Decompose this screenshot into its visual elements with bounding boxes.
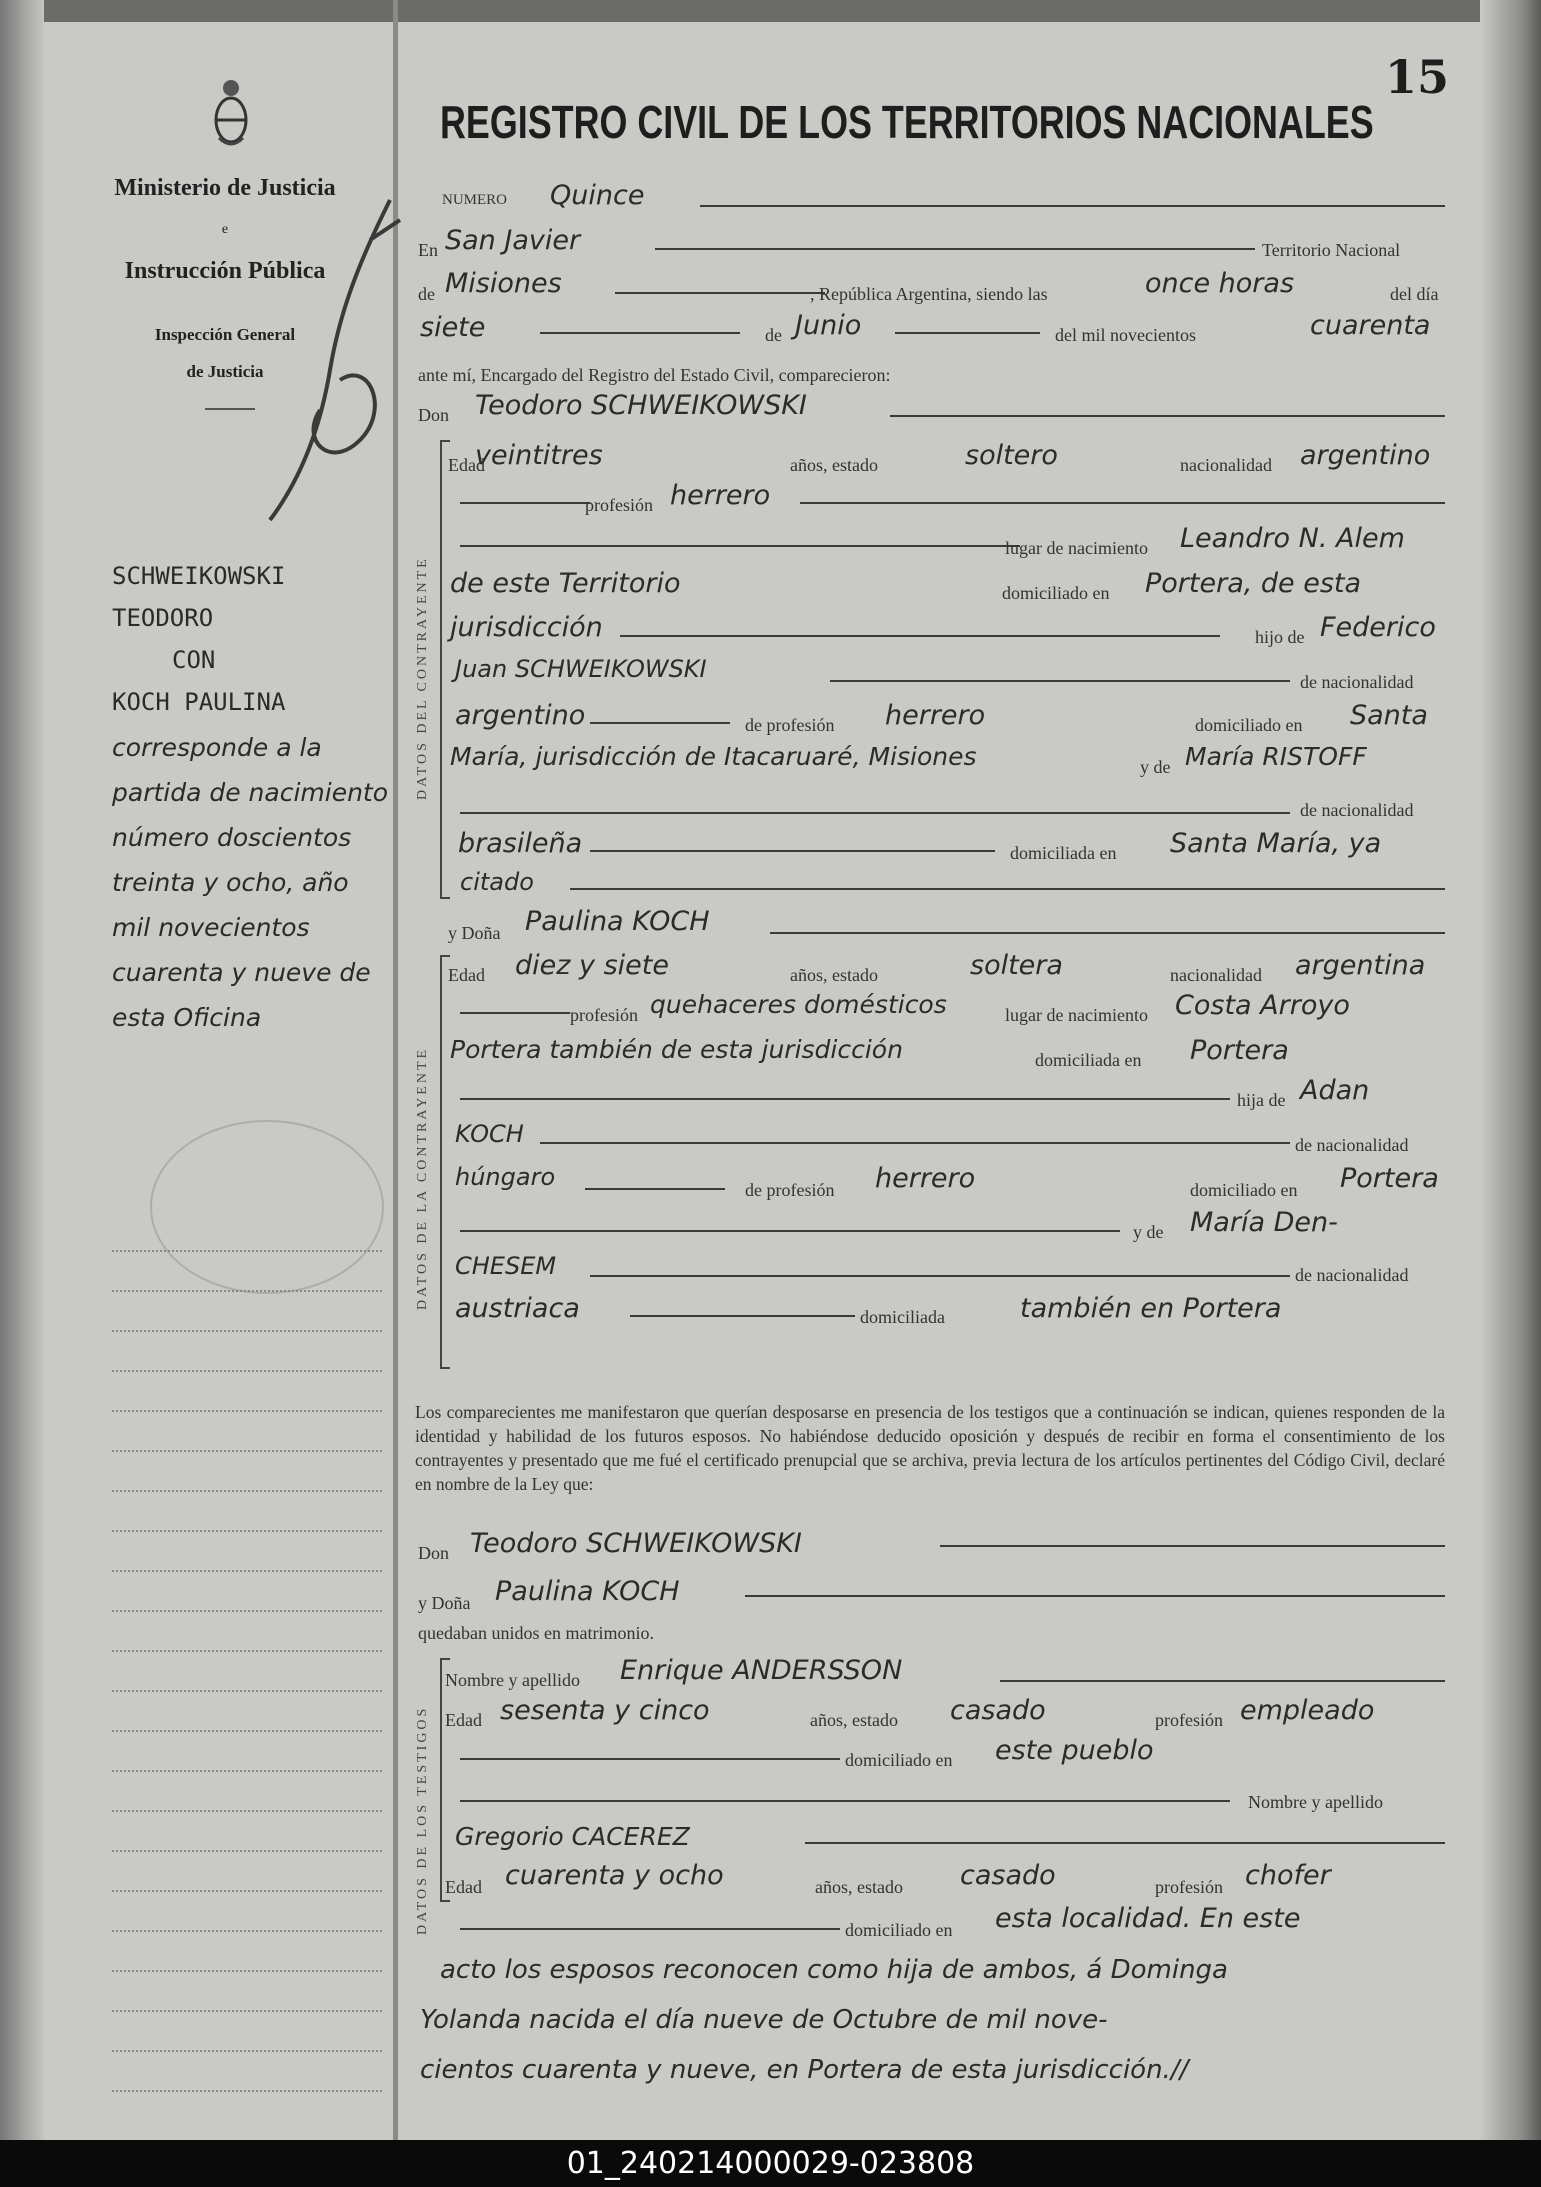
fill-groom-madre: María RISTOFF [1185,742,1367,771]
fill-note-1: acto los esposos reconocen como hija de ambos, á Dominga [440,1955,1228,1985]
margin-names [112,555,382,723]
line-mes [895,332,1040,334]
line-dia [540,332,740,334]
label-bpadre-prof: de profesión [745,1180,835,1200]
declaration-paragraph: Los comparecientes me manifestaron que querían desposarse en presencia de los testigos que a continuación se indican, quienes responden de la identidad y habilidad de los futuros esposos. No habiéndose deducido oposición y después de recibir en forma el consentimiento de los contrayentes y presentado que me fué el certificado prenupcial que se archiva, previa lectura de los artículos pertinentes del Código Civil, declaré en nombre de la Ley que: [415,1402,1445,1494]
right-page-edge [1480,0,1541,2140]
fill-w2-prof: chofer [1245,1860,1331,1891]
line-prof-bride [460,1012,570,1014]
line-prof-lead [460,502,590,504]
label-w1-dom: domiciliado en [845,1750,953,1770]
fill-groom-padre-a: Federico [1320,612,1436,643]
label-w2-name: Nombre y apellido [1248,1792,1383,1812]
fill-groom-dom: Portera, de esta [1145,568,1362,599]
fill-bride-estado: soltera [970,950,1063,981]
label-madre-nac: de nacionalidad [1300,800,1414,820]
fill-groom-padre-dom-b: María, jurisdicción de Itacaruaré, Misiones [450,742,977,771]
label-en: En [418,240,438,260]
fill-note-3: cientos cuarenta y nueve, en Portera de esta jurisdicción.// [420,2055,1189,2085]
fill-groom-lugar: Leandro N. Alem [1180,523,1405,554]
fill-bride-dom: Portera [1190,1035,1289,1066]
margin-note-text: corresponde a la partida de nacimiento número doscientos treinta y ocho, año mil novecientos cuarenta y nueve de esta Oficina [112,733,389,1032]
label-territorio: Territorio Nacional [1262,240,1401,260]
label-hijo-de: hijo de [1255,627,1305,647]
fill-bride-edad: diez y siete [515,950,669,981]
inspection-line2: de Justicia [186,362,264,381]
label-don: Don [418,405,449,425]
line-jurisd [620,635,1220,637]
line-bpadre-nac [585,1188,725,1190]
fill-w2-edad: cuarenta y ocho [505,1860,724,1891]
label-bmadre-nac: de nacionalidad [1295,1265,1409,1285]
fill-note-2: Yolanda nacida el día nueve de Octubre de mil nove- [420,2005,1108,2035]
side-label-witness: DATOS DE LOS TESTIGOS [415,1705,430,1935]
line-padre [830,680,1290,682]
fill-decl-groom: Teodoro SCHWEIKOWSKI [470,1528,802,1559]
fill-groom-estado: soltero [965,440,1058,471]
left-binding-edge [0,0,44,2140]
fill-bride-padre-prof: herrero [875,1163,976,1194]
inspection-line1: Inspección General [154,325,296,344]
line-lugar [655,248,1255,250]
side-label-groom: DATOS DEL CONTRAYENTE [415,556,430,800]
fill-bride-madre-b: CHESEM [455,1252,557,1280]
line-extra [570,888,1445,890]
fill-bride-madre-nac: austriaca [455,1293,580,1324]
label-bmadre-dom: domiciliada [860,1307,945,1327]
page-number: 15 [1385,50,1450,104]
label-del-dia: del día [1390,284,1439,304]
ministry-e: e [221,222,229,237]
label-w2-dom: domiciliado en [845,1920,953,1940]
fill-bride-madre-a: María Den- [1190,1207,1338,1238]
line-territorio [615,292,825,294]
fill-groom-madre-nac: brasileña [458,828,583,859]
line-w2-name [805,1842,1445,1844]
line-lugar-lead [460,545,1020,547]
label-madre-dom: domiciliada en [1010,843,1117,863]
fill-numero: Quince [550,180,645,211]
label-prof-groom: profesión [585,495,653,515]
fill-bride-padre-b: KOCH [455,1120,524,1148]
fill-bride-nac: argentina [1295,950,1426,981]
ink-stamp [150,1120,384,1294]
fill-bride: Paulina KOCH [525,906,710,937]
ministry-line2: Instrucción Pública [124,258,326,284]
line-decl-bride [745,1595,1445,1597]
fill-w1-name: Enrique ANDERSSON [620,1655,903,1686]
line-prof [800,502,1445,504]
margin-name-1: SCHWEIKOWSKI [112,562,286,590]
fill-bride-lugar: Costa Arroyo [1175,990,1350,1021]
fill-bride-madre-dom: también en Portera [1020,1293,1282,1324]
margin-name-3: CON [172,646,216,674]
label-de-mes: de [765,325,782,345]
label-w1-edad: Edad [445,1710,482,1730]
line-w1-dom [460,1758,840,1760]
fill-w1-dom: este pueblo [995,1735,1154,1766]
page-title: REGISTRO CIVIL DE LOS TERRITORIOS NACIONALES [440,96,1374,148]
label-lugar-groom: lugar de nacimiento [1005,538,1148,558]
label-bpadre-dom: domiciliado en [1190,1180,1298,1200]
fill-groom-madre-extra: citado [460,868,534,896]
label-republica: , República Argentina, siendo las [810,284,1048,304]
line-decl-groom [940,1545,1445,1547]
line-w2-lead [460,1800,1230,1802]
label-w2-estado: años, estado [815,1877,903,1897]
label-dom-groom: domiciliado en [1002,583,1110,603]
line-bmadre-nac [630,1315,855,1317]
fill-bride-padre-dom: Portera [1340,1163,1439,1194]
fill-groom-madre-dom: Santa María, ya [1170,828,1382,859]
fill-hora: once horas [1145,268,1295,299]
footer-id: 01_240214000029-023808 [0,2140,1541,2187]
line-bride [770,932,1445,934]
label-del-mil: del mil novecientos [1055,325,1196,345]
label-prof-bride: profesión [570,1005,638,1025]
line-madre-nac [590,850,995,852]
fill-groom-padre-b: Juan SCHWEIKOWSKI [455,655,707,683]
label-dom-bride: domiciliada en [1035,1050,1142,1070]
side-label-bride: DATOS DE LA CONTRAYENTE [415,1046,430,1310]
fill-bride-prof: quehaceres domésticos [650,990,947,1019]
margin-signature-icon [240,180,420,540]
label-edad-groom: Edad [448,455,485,475]
label-bpadre-nac: de nacionalidad [1295,1135,1409,1155]
fill-groom-padre-prof: herrero [885,700,986,731]
fill-w2-estado: casado [960,1860,1056,1891]
fill-lugar: San Javier [445,225,581,256]
line-bmadre-b [590,1275,1290,1277]
fill-decl-bride: Paulina KOCH [495,1576,680,1607]
fill-mes: Junio [795,310,862,341]
margin-name-2: TEODORO [112,604,214,632]
label-numero: NUMERO [442,192,508,208]
line-groom [890,415,1445,417]
bracket-groom [440,440,450,899]
fill-groom-jurisd: jurisdicción [450,612,603,643]
label-w2-edad: Edad [445,1877,482,1897]
label-y-dona: y Doña [448,923,501,943]
label-decl-dona: y Doña [418,1593,471,1613]
label-ante-mi: ante mí, Encargado del Registro del Estado Civil, comparecieron: [418,365,891,385]
fill-groom-padre-dom-a: Santa [1350,700,1428,731]
fill-groom: Teodoro SCHWEIKOWSKI [475,390,807,421]
label-y-de: y de [1140,757,1171,777]
fill-w2-dom: esta localidad. En este [995,1903,1301,1934]
label-b-y-de: y de [1133,1222,1164,1242]
fill-territorio: Misiones [445,268,562,299]
ministry-line1: Ministerio de Justicia [114,175,336,201]
top-shadow [0,0,1541,22]
label-w2-prof: profesión [1155,1877,1223,1897]
label-lugar-bride: lugar de nacimiento [1005,1005,1148,1025]
fill-w2-name: Gregorio CACEREZ [455,1822,690,1851]
label-quedaban: quedaban unidos en matrimonio. [418,1623,654,1643]
line-padre-nac [590,722,730,724]
line-padre-b [540,1142,1290,1144]
fill-bride-padre-a: Adan [1300,1075,1370,1106]
fill-dia: siete [420,312,486,343]
fill-w1-prof: empleado [1240,1695,1375,1726]
margin-name-4: KOCH PAULINA [112,688,286,716]
coat-of-arms-icon [211,78,251,148]
label-w1-name: Nombre y apellido [445,1670,580,1690]
line-bmadre [460,1230,1120,1232]
label-edad-bride: Edad [448,965,485,985]
label-w1-estado: años, estado [810,1710,898,1730]
fill-w1-edad: sesenta y cinco [500,1695,710,1726]
fill-groom-nac: argentino [1300,440,1431,471]
label-decl-don: Don [418,1543,449,1563]
label-padre-dom: domiciliado en [1195,715,1303,735]
fill-bride-padre-nac: húngaro [455,1163,556,1191]
label-padre-nac: de nacionalidad [1300,672,1414,692]
fill-groom-padre-nac: argentino [455,700,586,731]
fill-groom-de-este: de este Territorio [450,568,681,599]
label-estado-bride: años, estado [790,965,878,985]
bracket-witness [440,1658,450,1902]
line-madre [460,812,1290,814]
fill-anio: cuarenta [1310,310,1431,341]
fill-bride-lugar-b: Portera también de esta jurisdicción [450,1035,903,1064]
line-numero [700,205,1445,207]
label-padre-prof: de profesión [745,715,835,735]
label-de: de [418,284,435,304]
bracket-bride [440,955,450,1369]
label-estado-groom: años, estado [790,455,878,475]
fill-w1-estado: casado [950,1695,1046,1726]
fill-groom-prof: herrero [670,480,771,511]
label-nac-groom: nacionalidad [1180,455,1272,475]
line-w2-dom [460,1928,840,1930]
line-w1-name [1000,1680,1445,1682]
label-nac-bride: nacionalidad [1170,965,1262,985]
label-w1-prof: profesión [1155,1710,1223,1730]
label-hija-de: hija de [1237,1090,1286,1110]
line-hija [460,1098,1230,1100]
fill-groom-edad: veintitres [475,440,603,471]
